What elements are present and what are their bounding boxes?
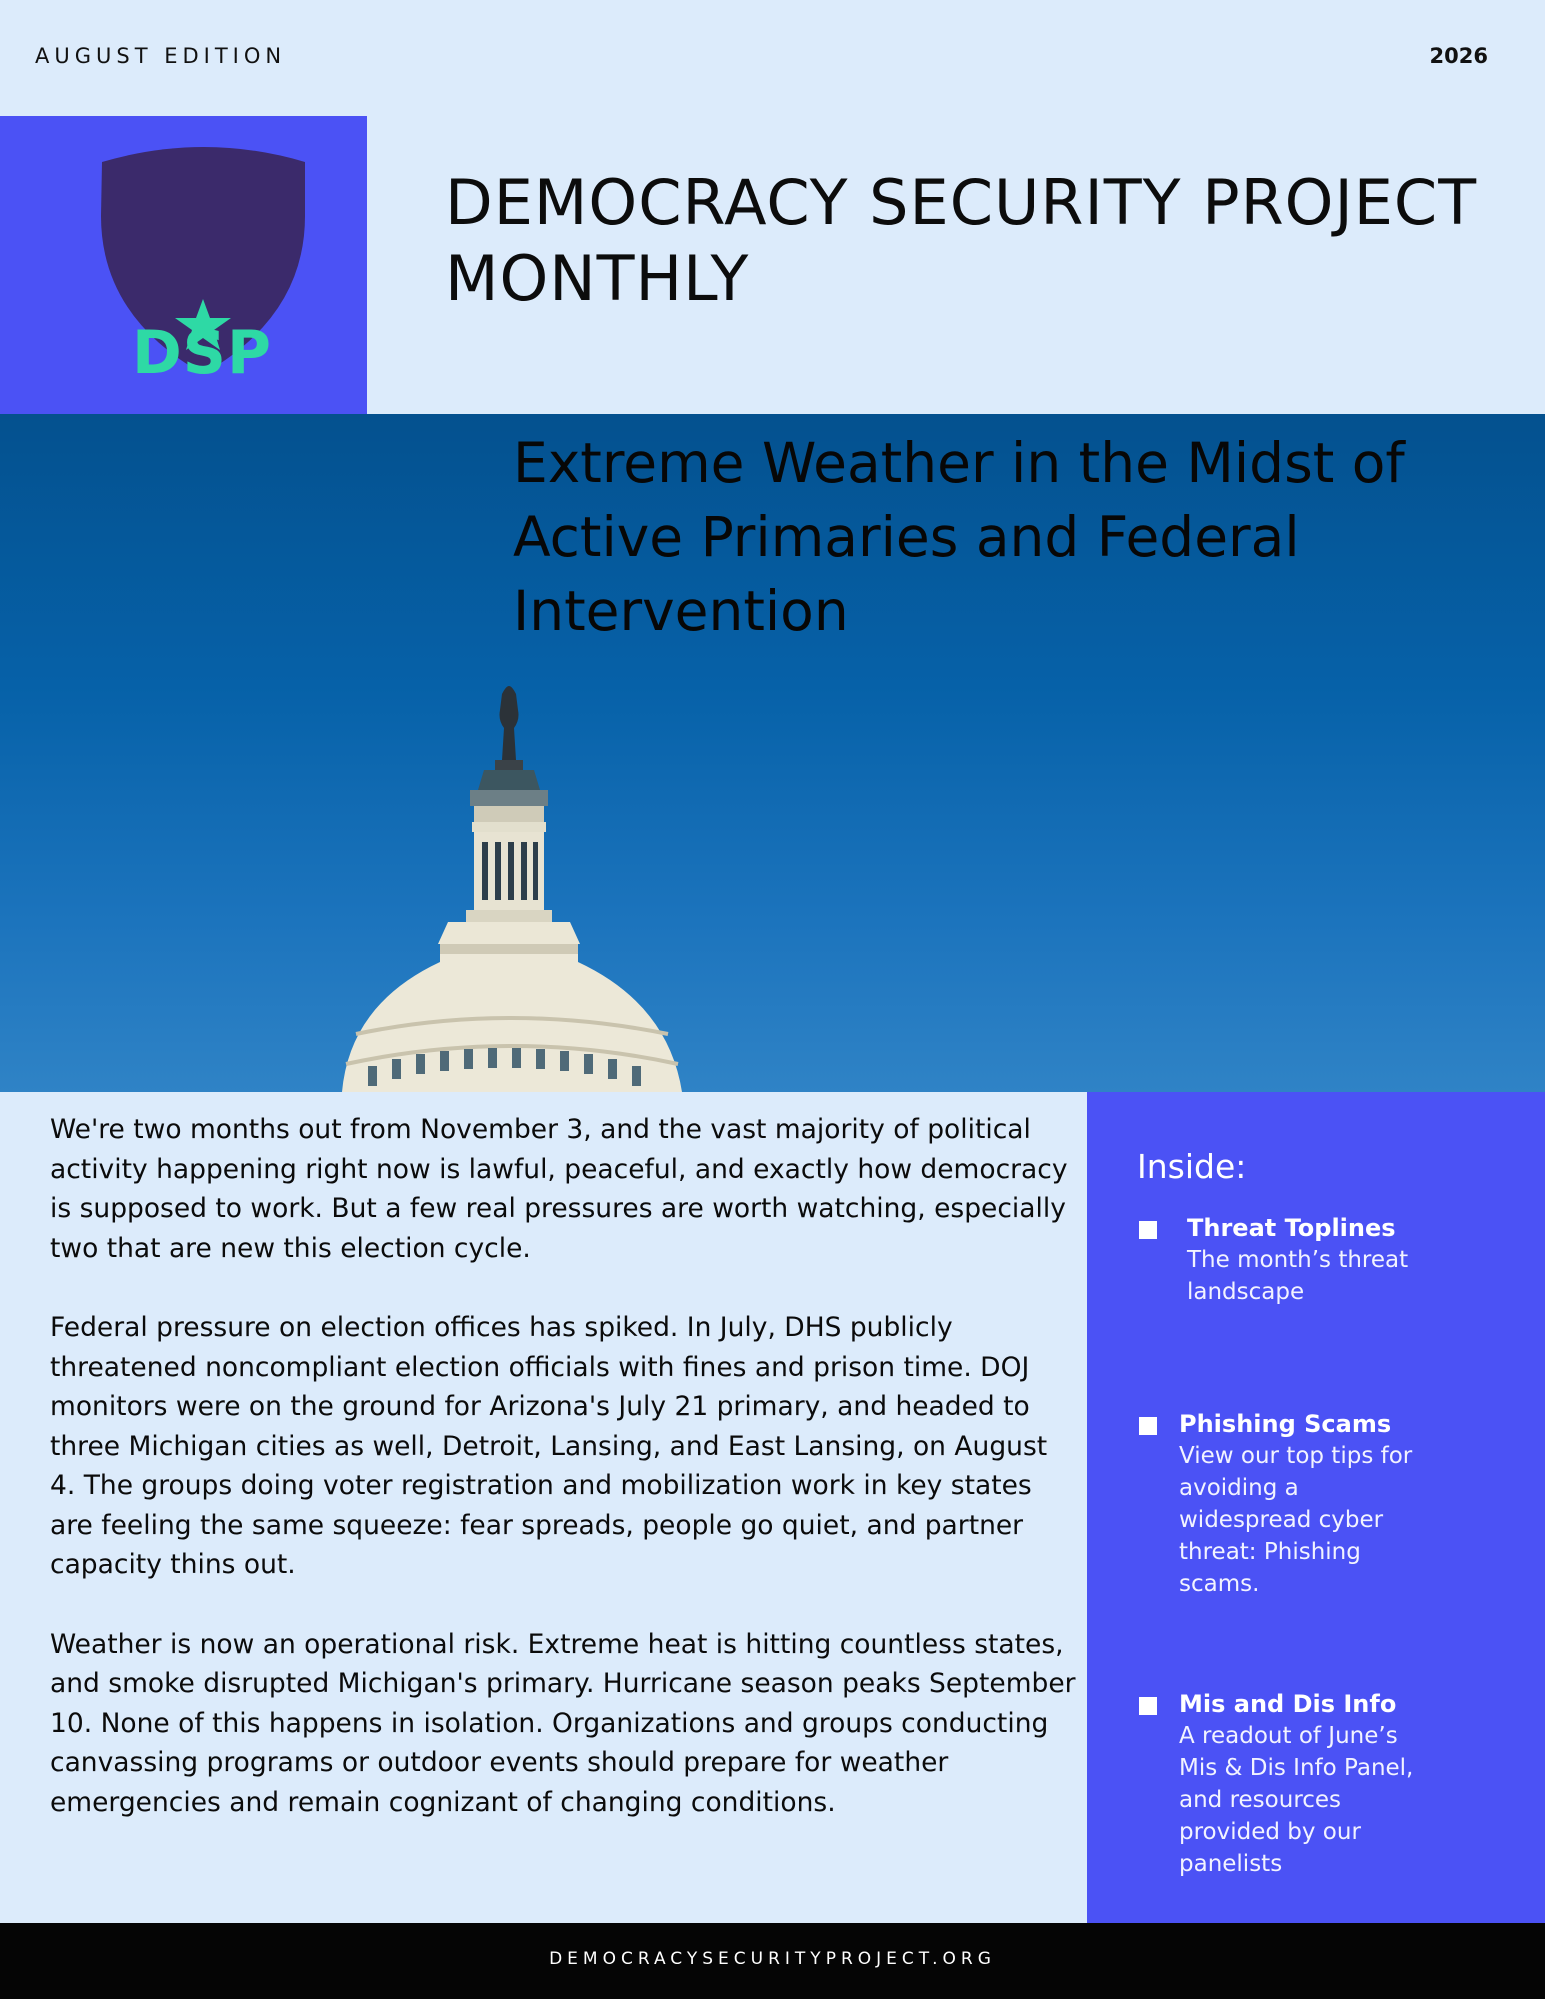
- article-headline: Extreme Weather in the Midst of Active Primaries and Federal Intervention: [513, 431, 1405, 643]
- sidebar-item-label: Mis and Dis Info: [1179, 1690, 1397, 1718]
- article-paragraph: We're two months out from November 3, and the vast majority of political activity happening right now is lawful, peaceful, and exactly how democracy is supposed to work. But a few real pressures are worth watching, especially two that are new this election cycle.: [50, 1114, 1068, 1264]
- sidebar-item-description: The month’s threat landscape: [1187, 1247, 1409, 1305]
- inside-title: Inside:: [1137, 1147, 1247, 1186]
- sidebar-item-description: A readout of June’s Mis & Dis Info Panel, and resources provided by our panelists: [1179, 1723, 1414, 1877]
- hero-banner: [0, 414, 1545, 1092]
- article-body: [50, 1110, 1080, 1862]
- logo-text: DSP: [132, 318, 272, 388]
- sidebar-item-label: Threat Toplines: [1187, 1214, 1396, 1242]
- inside-sidebar: [1087, 1092, 1545, 1923]
- sidebar-item-description: View our top tips for avoiding a widespread cyber threat: Phishing scams.: [1179, 1443, 1413, 1597]
- sidebar-item-label: Phishing Scams: [1179, 1410, 1392, 1438]
- edition-label: AUGUST EDITION: [35, 44, 287, 68]
- footer-website-link[interactable]: DEMOCRACYSECURITYPROJECT.ORG: [549, 1949, 996, 1969]
- checkbox-icon: [1139, 1417, 1157, 1435]
- footer-bar: [0, 1923, 1545, 1999]
- article-paragraph: Federal pressure on election offices has spiked. In July, DHS publicly threatened noncompliant election officials with fines and prison time. DOJ monitors were on the ground for Arizona's July 21 primary, and headed to three Michigan cities as well, Detroit, Lansing, and East Lansing, on August 4. The groups doing voter registration and mobilization work in key states are feeling the same squeeze: fear spreads, people go quiet, and partner capacity thins out.: [50, 1312, 1048, 1580]
- checkbox-icon: [1139, 1221, 1157, 1239]
- edition-year: 2026: [1429, 44, 1488, 68]
- checkbox-icon: [1139, 1697, 1157, 1715]
- article-paragraph: Weather is now an operational risk. Extreme heat is hitting countless states, and smoke disrupted Michigan's primary. Hurricane season peaks September 10. None of this happens in isolation. Organizations and groups conducting canvassing programs or outdoor events should prepare for weather emergencies and remain cognizant of changing conditions.: [50, 1628, 1076, 1818]
- logo-panel: [0, 116, 367, 414]
- masthead-title: DEMOCRACY SECURITY PROJECT MONTHLY: [445, 166, 1478, 315]
